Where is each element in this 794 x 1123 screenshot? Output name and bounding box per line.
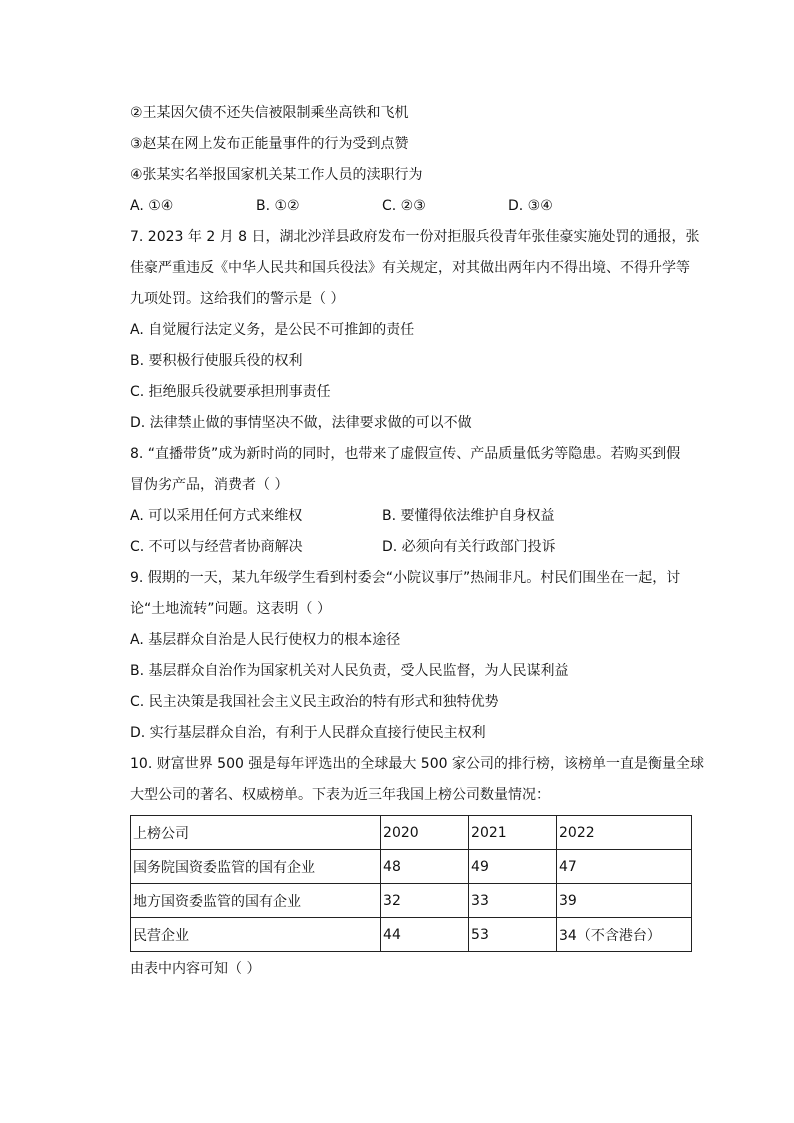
q7-stem-line-1: 7. 2023 年 2 月 8 日，湖北沙洋县政府发布一份对拒服兵役青年张佳豪实施处罚的通报，张	[130, 229, 700, 245]
table-row	[131, 884, 692, 918]
q9-stem-line-1: 9. 假期的一天，某九年级学生看到村委会“小院议事厅”热闹非凡。村民们围坐在一起，讨	[130, 570, 681, 586]
table-cell: 32	[381, 884, 469, 918]
q7-option-c[interactable]: C. 拒绝服兵役就要承担刑事责任	[130, 384, 331, 400]
q10-stem-line-2: 大型公司的著名、权威榜单。下表为近三年我国上榜公司数量情况：	[130, 787, 550, 803]
table-cell: 33	[469, 884, 557, 918]
q6-item-4: ④张某实名举报国家机关某工作人员的渎职行为	[130, 167, 423, 183]
table-row	[131, 850, 692, 884]
q6-option-c[interactable]: C. ②③	[382, 198, 426, 214]
q6-item-2: ②王某因欠债不还失信被限制乘坐高铁和飞机	[130, 105, 409, 121]
table-cell: 34（不含港台）	[557, 918, 692, 952]
q7-option-b[interactable]: B. 要积极行使服兵役的权利	[130, 353, 303, 369]
q9-option-b[interactable]: B. 基层群众自治作为国家机关对人民负责，受人民监督，为人民谋利益	[130, 663, 569, 679]
q6-option-d[interactable]: D. ③④	[508, 198, 553, 214]
table-header-cell: 2022	[557, 816, 692, 850]
q8-stem-line-1: 8. “直播带货”成为新时尚的同时，也带来了虚假宣传、产品质量低劣等隐患。若购买到假	[130, 446, 681, 462]
q8-options-row-2	[130, 532, 692, 563]
fortune500-table	[130, 815, 692, 952]
q8-stem-line-2: 冒伪劣产品，消费者（ ）	[130, 477, 289, 493]
table-cell: 民营企业	[131, 918, 381, 952]
q9-option-a[interactable]: A. 基层群众自治是人民行使权力的根本途径	[130, 632, 401, 648]
q8-option-a[interactable]: A. 可以采用任何方式来维权	[130, 508, 303, 524]
table-row	[131, 918, 692, 952]
q7-option-d[interactable]: D. 法律禁止做的事情坚决不做，法律要求做的可以不做	[130, 415, 472, 431]
table-cell: 53	[469, 918, 557, 952]
q8-option-b[interactable]: B. 要懂得依法维护自身权益	[382, 508, 555, 524]
page-content	[130, 98, 704, 985]
q7-option-a[interactable]: A. 自觉履行法定义务，是公民不可推卸的责任	[130, 322, 415, 338]
q8-options-row-1	[130, 501, 692, 532]
q10-prompt: 由表中内容可知（ ）	[130, 961, 261, 977]
q6-option-b[interactable]: B. ①②	[256, 198, 300, 214]
q8-option-c[interactable]: C. 不可以与经营者协商解决	[130, 539, 303, 555]
q10-stem-line-1: 10. 财富世界 500 强是每年评选出的全球最大 500 家公司的排行榜，该榜单一直是衡量全球	[130, 756, 704, 772]
q9-option-d[interactable]: D. 实行基层群众自治，有利于人民群众直接行使民主权利	[130, 725, 486, 741]
q8-option-d[interactable]: D. 必须向有关行政部门投诉	[382, 539, 556, 555]
q6-item-3: ③赵某在网上发布正能量事件的行为受到点赞	[130, 136, 409, 152]
table-header-cell: 2020	[381, 816, 469, 850]
q9-option-c[interactable]: C. 民主决策是我国社会主义民主政治的特有形式和独特优势	[130, 694, 499, 710]
table-cell: 44	[381, 918, 469, 952]
table-cell: 48	[381, 850, 469, 884]
q7-stem-line-3: 九项处罚。这给我们的警示是（ ）	[130, 291, 345, 307]
q9-stem-line-2: 论“土地流转”问题。这表明（ ）	[130, 601, 331, 617]
table-cell: 国务院国资委监管的国有企业	[131, 850, 381, 884]
q7-stem-line-2: 佳豪严重违反《中华人民共和国兵役法》有关规定，对其做出两年内不得出境、不得升学等	[130, 260, 690, 276]
table-header-cell: 2021	[469, 816, 557, 850]
table-header-row	[131, 816, 692, 850]
table-cell: 47	[557, 850, 692, 884]
q6-option-a[interactable]: A. ①④	[130, 198, 174, 214]
table-cell: 49	[469, 850, 557, 884]
table-cell: 39	[557, 884, 692, 918]
table-cell: 地方国资委监管的国有企业	[131, 884, 381, 918]
q6-options	[130, 191, 692, 222]
table-header-cell: 上榜公司	[131, 816, 381, 850]
